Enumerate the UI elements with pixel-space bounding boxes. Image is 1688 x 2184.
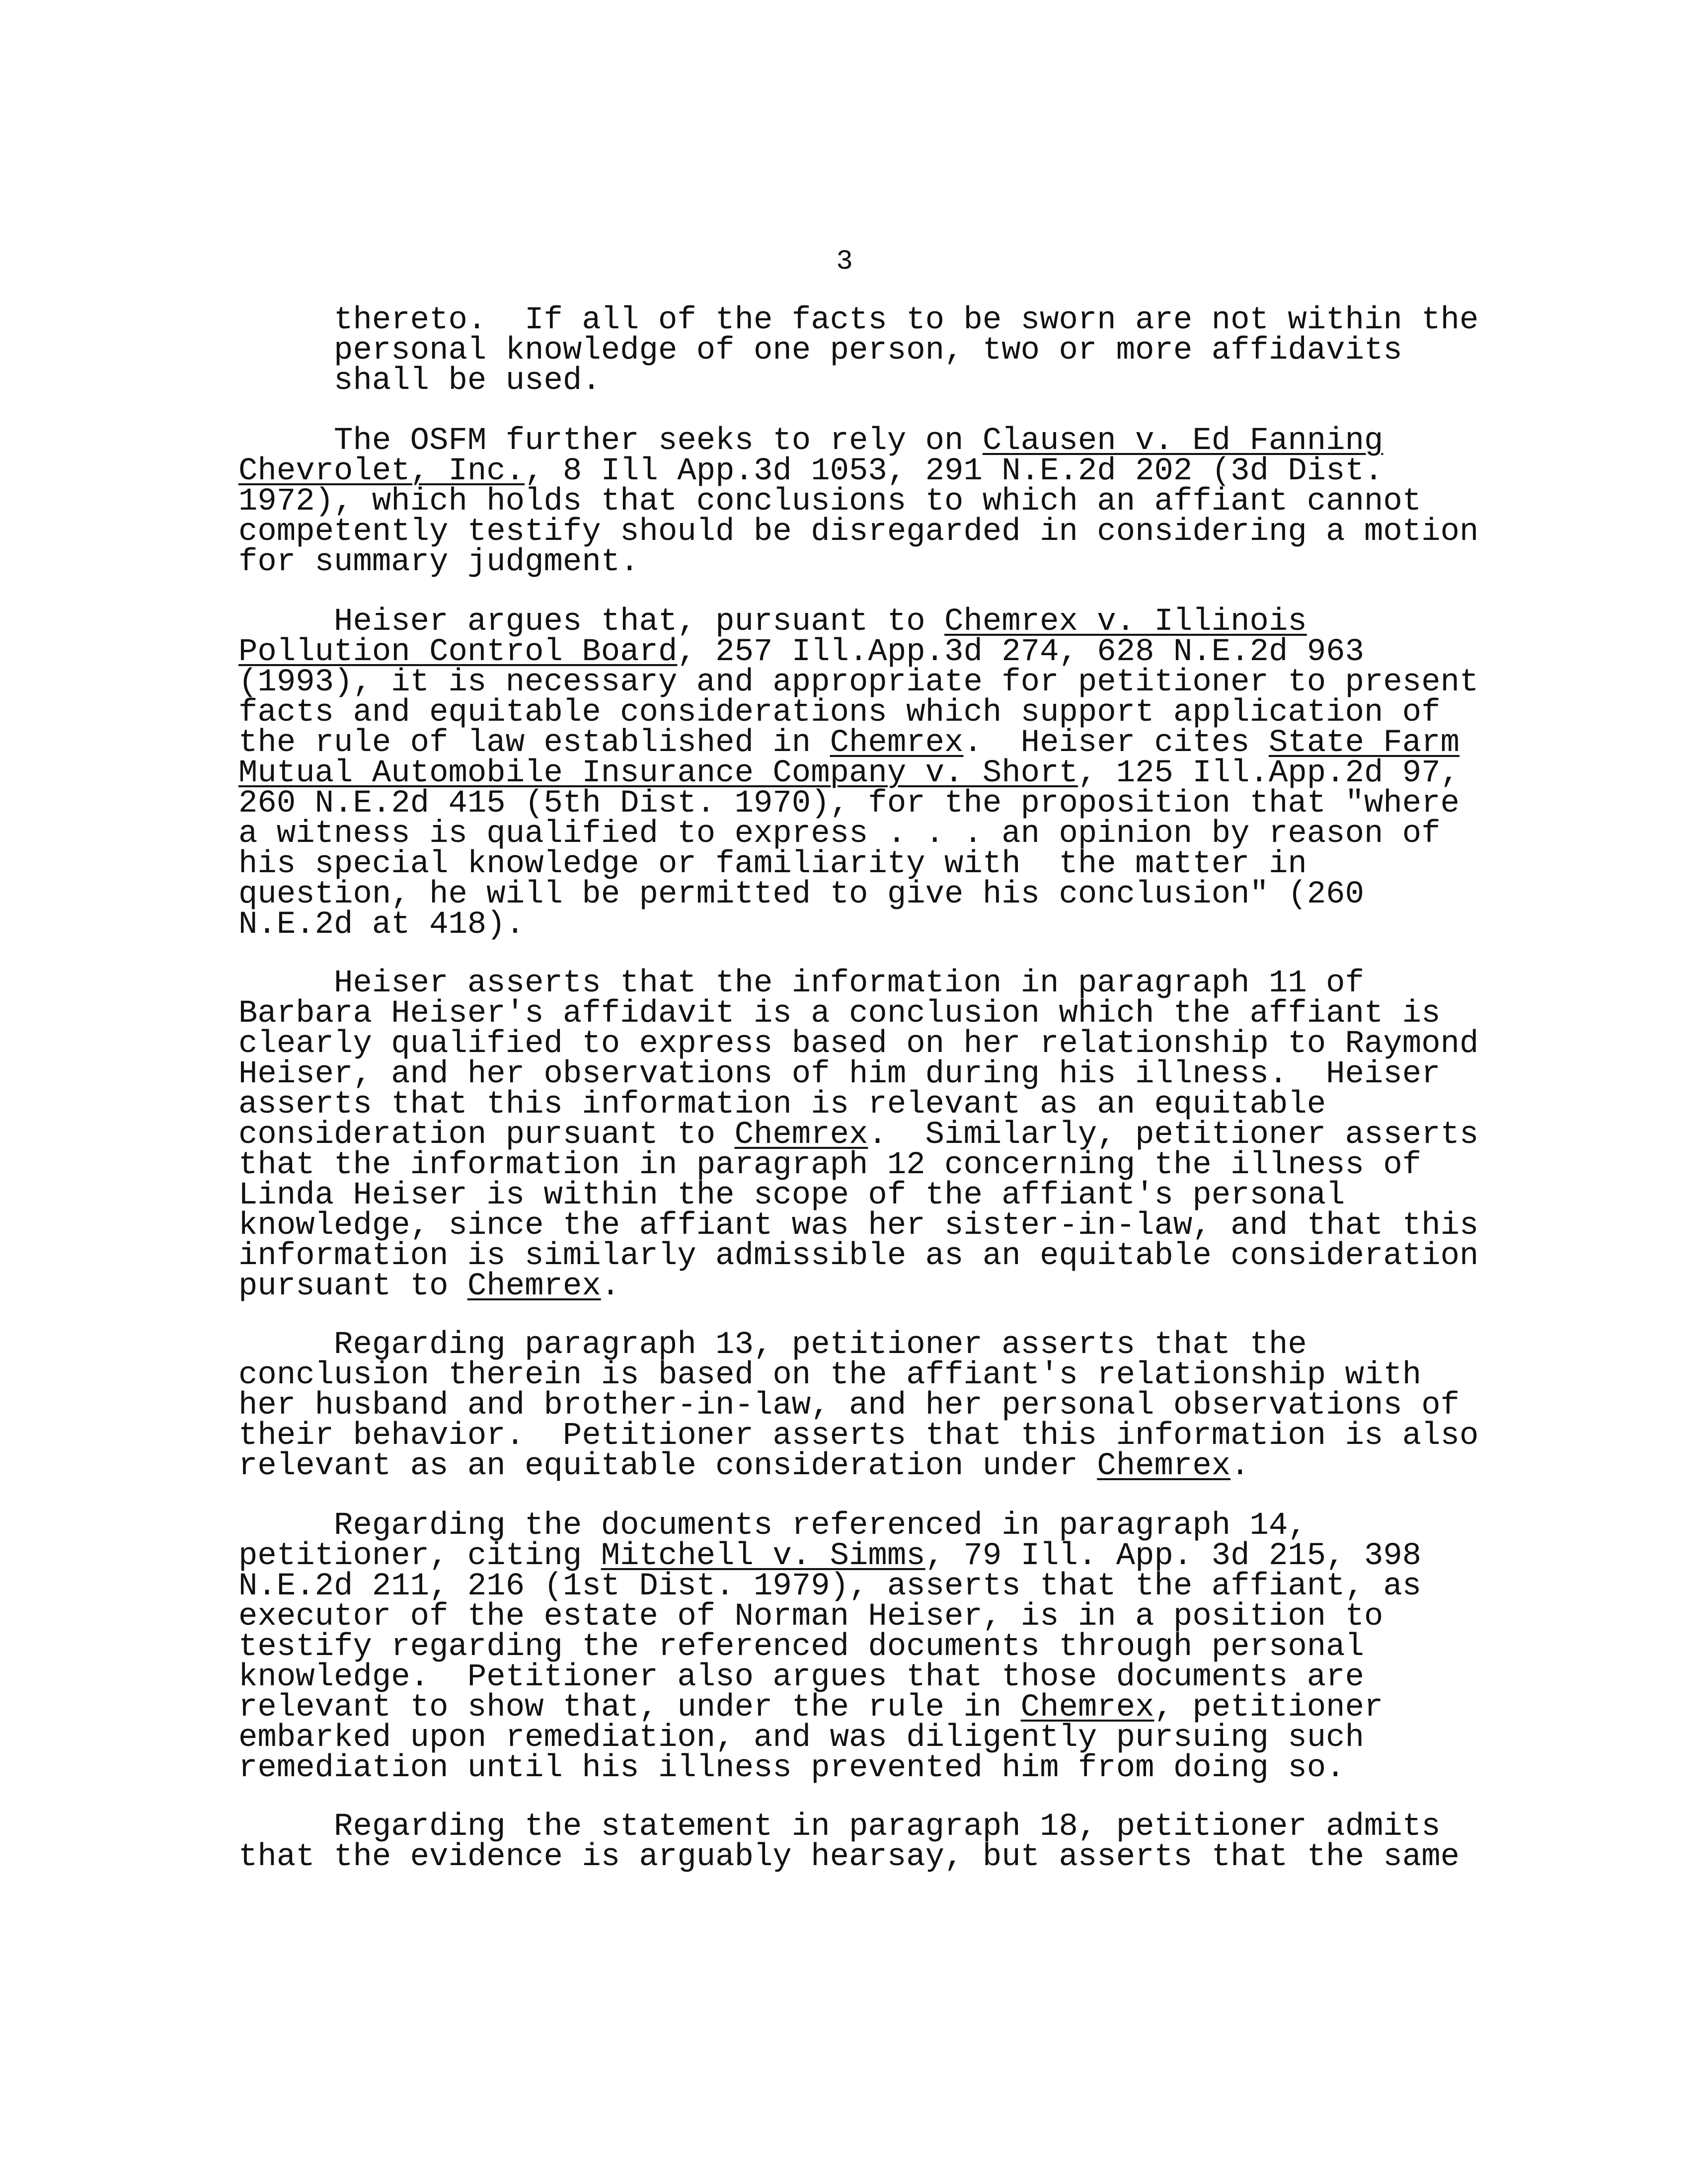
text-line	[238, 786, 1460, 822]
text-segment: . Heiser cites	[963, 725, 1269, 761]
text-line	[238, 1269, 1460, 1304]
text-segment: Regarding paragraph 13, petitioner asserts that the	[238, 1327, 1307, 1363]
text-segment: .	[601, 1269, 620, 1304]
text-segment: relevant to show that, under the rule in	[238, 1690, 1021, 1726]
case-citation: Chemrex	[1097, 1448, 1231, 1484]
text-segment: 260 N.E.2d 415 (5th Dist. 1970), for the proposition that "where	[238, 786, 1459, 822]
text-line	[238, 907, 1460, 943]
paragraph	[238, 1327, 1479, 1484]
text-line	[238, 1357, 1460, 1393]
text-segment: executor of the estate of Norman Heiser, is in a position to	[238, 1599, 1383, 1635]
text-segment: , petitioner	[1154, 1690, 1383, 1726]
text-segment: conclusion therein is based on the affiant's relationship with	[238, 1357, 1422, 1393]
text-segment: . Similarly, petitioner asserts	[868, 1117, 1479, 1153]
text-segment: asserts that this information is relevant as an equitable	[238, 1087, 1326, 1123]
text-segment: 1972), which holds that conclusions to which an affiant cannot	[238, 484, 1422, 520]
text-segment: facts and equitable considerations which support application of	[238, 695, 1441, 731]
text-line	[238, 484, 1460, 520]
text-line	[238, 634, 1460, 670]
text-line	[238, 333, 1460, 369]
text-segment: relevant as an equitable consideration under	[238, 1448, 1097, 1484]
text-line	[238, 1538, 1460, 1574]
text-line	[238, 695, 1460, 731]
text-line	[238, 544, 1460, 580]
text-segment: The OSFM further seeks to rely on	[238, 423, 983, 459]
case-citation: Chemrex	[734, 1117, 868, 1153]
text-segment: the rule of law established in	[238, 725, 830, 761]
paragraph	[238, 423, 1479, 580]
text-segment: pursuant to	[238, 1269, 467, 1304]
case-citation: Chemrex v. Illinois	[944, 604, 1307, 640]
text-segment: petitioner, citing	[238, 1538, 601, 1574]
text-line	[238, 1750, 1460, 1786]
text-segment: , 79 Ill. App. 3d 215, 398	[925, 1538, 1422, 1574]
text-line	[238, 453, 1460, 489]
text-segment: her husband and brother-in-law, and her personal observations of	[238, 1388, 1459, 1424]
text-line	[238, 1629, 1460, 1665]
case-citation: Clausen v. Ed Fanning	[982, 423, 1383, 459]
text-segment: Heiser, and her observations of him during his illness. Heiser	[238, 1056, 1441, 1092]
text-segment: .	[1230, 1448, 1250, 1484]
paragraph	[238, 1809, 1460, 1875]
text-line	[238, 1418, 1479, 1454]
text-line	[238, 755, 1460, 791]
text-line	[238, 1327, 1460, 1363]
text-line	[238, 1056, 1460, 1092]
paragraph	[238, 302, 1479, 399]
text-line	[238, 604, 1460, 640]
case-citation: Pollution Control Board	[238, 634, 678, 670]
text-segment: Heiser argues that, pursuant to	[238, 604, 945, 640]
text-line	[238, 1599, 1460, 1635]
text-line	[238, 1147, 1460, 1183]
text-segment: knowledge. Petitioner also argues that those documents are	[238, 1659, 1364, 1695]
text-line	[238, 1720, 1460, 1756]
text-line	[238, 302, 1479, 338]
text-segment: clearly qualified to express based on her relationship to Raymond	[238, 1026, 1479, 1062]
case-citation: Chevrolet, Inc.	[238, 453, 525, 489]
text-line	[238, 665, 1479, 700]
paragraph	[238, 604, 1479, 943]
text-line	[238, 1659, 1460, 1695]
text-line	[238, 1690, 1460, 1726]
text-line	[238, 1809, 1460, 1845]
text-segment: personal knowledge of one person, two or more affidavits	[238, 333, 1402, 369]
text-line	[238, 1388, 1460, 1424]
text-segment: consideration pursuant to	[238, 1117, 735, 1153]
case-citation: Chemrex	[1020, 1690, 1154, 1726]
text-segment: (1993), it is necessary and appropriate for petitioner to present	[238, 665, 1479, 700]
text-line	[238, 996, 1460, 1032]
text-segment: embarked upon remediation, and was diligently pursuing such	[238, 1720, 1364, 1756]
text-line	[238, 1026, 1479, 1062]
text-line	[238, 846, 1460, 882]
paragraph	[238, 966, 1479, 1304]
case-citation: Mutual Automobile Insurance Company v. Short	[238, 755, 1078, 791]
text-segment: , 125 Ill.App.2d 97,	[1077, 755, 1459, 791]
text-segment: N.E.2d 211, 216 (1st Dist. 1979), asserts that the affiant, as	[238, 1569, 1422, 1604]
text-segment: that the evidence is arguably hearsay, but asserts that the same	[238, 1839, 1459, 1875]
text-segment: his special knowledge or familiarity with the matter in	[238, 846, 1307, 882]
case-citation: State Farm	[1268, 725, 1459, 761]
text-segment: testify regarding the referenced documents through personal	[238, 1629, 1364, 1665]
case-citation: Chemrex	[467, 1269, 601, 1304]
text-segment: competently testify should be disregarded in considering a motion	[238, 514, 1479, 550]
case-citation: Mitchell v. Simms	[601, 1538, 925, 1574]
text-segment: a witness is qualified to express . . . an opinion by reason of	[238, 816, 1441, 852]
text-line	[238, 1839, 1460, 1875]
text-line	[238, 1238, 1479, 1274]
text-segment: for summary judgment.	[238, 544, 639, 580]
text-segment: thereto. If all of the facts to be sworn are not within the	[238, 302, 1479, 338]
text-segment: Regarding the statement in paragraph 18, petitioner admits	[238, 1809, 1441, 1845]
text-segment: N.E.2d at 418).	[238, 907, 525, 943]
text-segment: remediation until his illness prevented him from doing so.	[238, 1750, 1345, 1786]
text-segment: their behavior. Petitioner asserts that this information is also	[238, 1418, 1479, 1454]
text-line	[238, 514, 1479, 550]
text-segment: knowledge, since the affiant was her sister-in-law, and that this	[238, 1208, 1479, 1244]
text-line	[238, 1117, 1479, 1153]
page-number: 3	[836, 245, 853, 277]
text-line	[238, 1208, 1479, 1244]
text-line	[238, 725, 1460, 761]
text-segment: shall be used.	[238, 363, 601, 399]
text-segment: Linda Heiser is within the scope of the affiant's personal	[238, 1178, 1345, 1213]
text-line	[238, 363, 1460, 399]
text-line	[238, 1087, 1460, 1123]
case-citation: Chemrex	[830, 725, 964, 761]
text-segment: Barbara Heiser's affidavit is a conclusion which the affiant is	[238, 996, 1441, 1032]
text-line	[238, 966, 1460, 1001]
text-segment: information is similarly admissible as an equitable consideration	[238, 1238, 1479, 1274]
text-segment: , 257 Ill.App.3d 274, 628 N.E.2d 963	[677, 634, 1364, 670]
text-segment: Regarding the documents referenced in paragraph 14,	[238, 1508, 1307, 1544]
text-line	[238, 1569, 1460, 1604]
text-line	[238, 423, 1460, 459]
paragraph	[238, 1508, 1460, 1786]
text-line	[238, 1178, 1460, 1213]
text-line	[238, 1448, 1460, 1484]
text-segment: Heiser asserts that the information in paragraph 11 of	[238, 966, 1364, 1001]
text-line	[238, 877, 1460, 912]
text-segment: that the information in paragraph 12 concerning the illness of	[238, 1147, 1422, 1183]
text-line	[238, 816, 1460, 852]
text-line	[238, 1508, 1460, 1544]
text-segment: , 8 Ill App.3d 1053, 291 N.E.2d 202 (3d Dist.	[525, 453, 1383, 489]
text-segment: question, he will be permitted to give his conclusion" (260	[238, 877, 1364, 912]
